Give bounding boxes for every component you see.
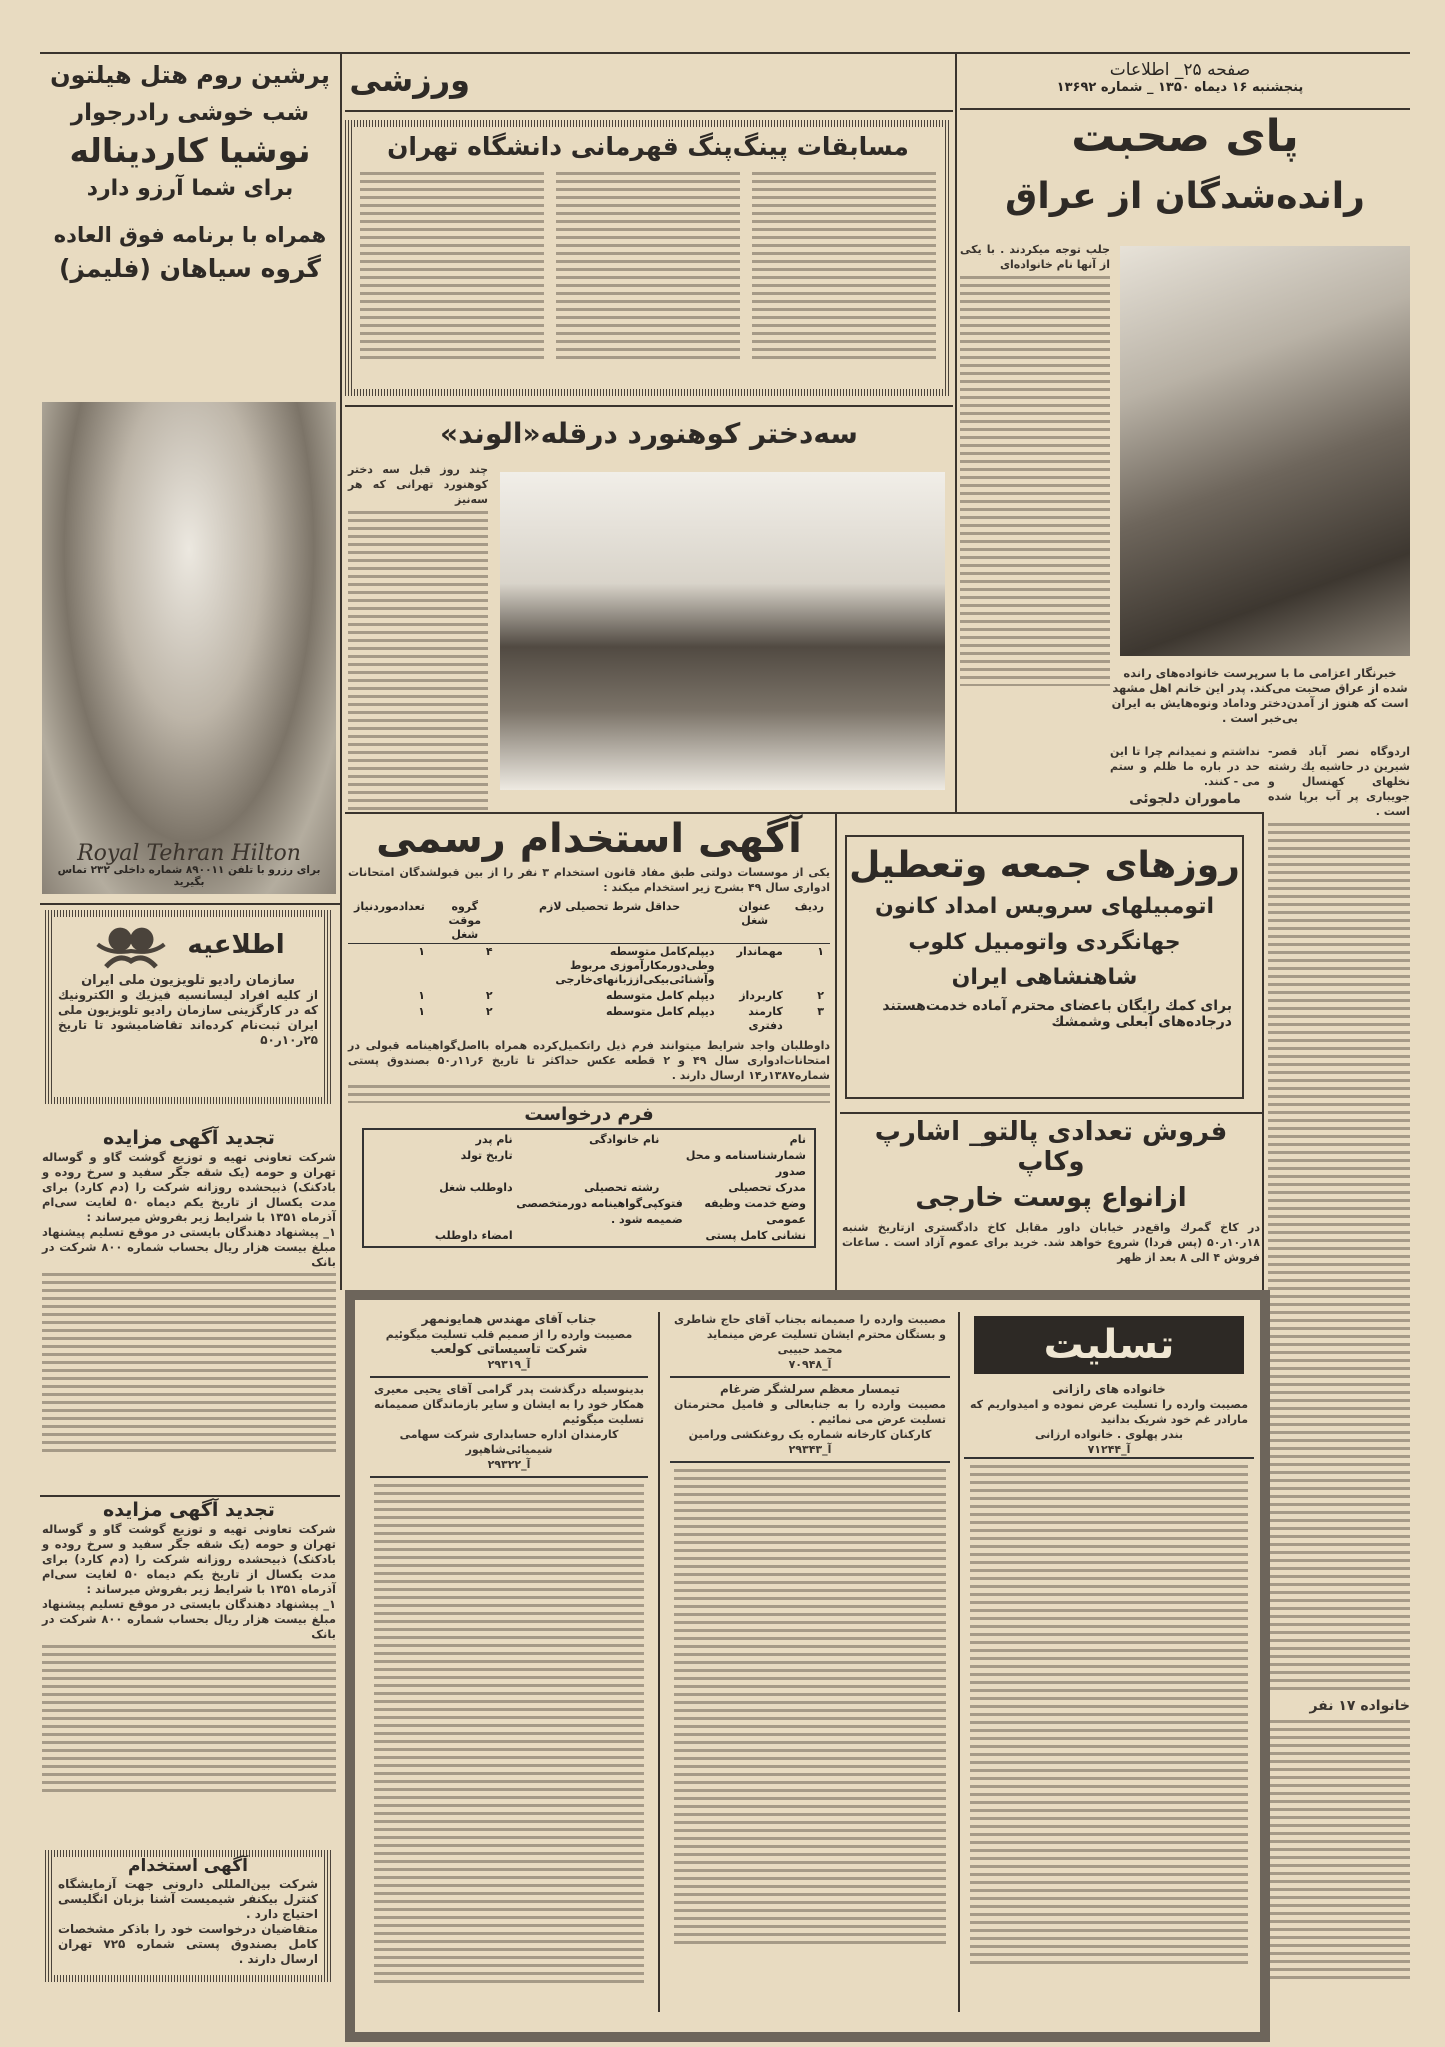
rule	[345, 405, 953, 407]
iraq-col-left	[1110, 744, 1260, 807]
cell: ۲	[485, 989, 493, 1002]
form-row	[372, 1148, 806, 1180]
iraq-lead	[960, 242, 1110, 686]
club-line-3: جهانگردی واتومبیل کلوب	[908, 929, 1181, 955]
fur-line-1: فروش تعدادی پالتو_ اشارپ وکاپ	[874, 1117, 1228, 1177]
entry-title: جناب آقای مهندس همایونمهر	[421, 1312, 597, 1326]
employment-ad	[348, 816, 830, 1248]
job-ad-text: شرکت بین‌المللی دارونی جهت آزمایشگاه کنترل بیکنفر شیمیست آشنا بزبان انگلیسی احتیاج دارد .	[58, 1876, 318, 1921]
iraq-headline-1: پای صحبت	[1071, 111, 1299, 162]
page-label: صفحه ۲۵_ اطلاعات	[1109, 60, 1251, 80]
condolence-entry	[670, 1378, 950, 1463]
notice-text: از کلیه افراد لیسانسیه فیزیك و الکترونیك که در کارگزینی سازمان رادیو تلویزیون ملی ایران ثبت‌نام کرده‌اند تقاضامیشود تا تاریخ ۲۵ر۱۰ر۵۰	[58, 988, 318, 1047]
club-ad	[845, 835, 1244, 1099]
text-block	[960, 276, 1110, 686]
column-divider	[340, 52, 342, 1290]
cell: ۱	[418, 989, 425, 1002]
condolence-box	[345, 1290, 1270, 2042]
cell: کاربرداز	[739, 989, 783, 1002]
rule	[40, 1495, 340, 1497]
entry-title: خانواده های رازانی	[1052, 1382, 1166, 1396]
form-field-label: تاریخ تولد	[460, 1148, 513, 1162]
form-field-label: وضع خدمت وظیفه عمومی	[704, 1196, 806, 1226]
form-field-label: شمارشناسنامه و محل صدور	[685, 1148, 806, 1178]
notice-header	[52, 921, 324, 971]
entry-code: آ_۷۱۲۴۴	[1087, 1443, 1131, 1456]
auction-item: ۱_ پیشنهاد دهندگان بایستی در موقع تسلیم پیشنهاد مبلغ بیست هزار ریال بحساب شماره ۸۰۰ شرکت در بانک	[42, 1224, 336, 1269]
condolence-banner-text: تسلیت	[1043, 1322, 1175, 1368]
condolence-banner	[974, 1316, 1244, 1374]
hilton-ad	[42, 62, 338, 897]
form-field-label: نام خانوادگی	[589, 1132, 660, 1146]
table-row	[348, 1004, 830, 1034]
condolence-col-2	[670, 1312, 950, 1955]
condolence-col-3	[964, 1308, 1254, 1971]
iraq-headline-2: رانده‌شدگان از عراق	[1005, 176, 1365, 217]
pingpong-title: مسابقات پینگ‌پنگ قهرمانی دانشگاه تهران	[387, 132, 909, 161]
entry-body: مصیبت وارده را به جنابعالی و فامیل محترمتان تسلیت عرض می نمائیم .	[674, 1398, 946, 1426]
cell: دیپلم کامل متوسطه	[605, 989, 715, 1002]
form-field-label: نشانی کامل پستی	[705, 1228, 806, 1242]
top-rule	[40, 52, 1410, 54]
condolence-entry	[670, 1312, 950, 1378]
cell: ۲	[817, 989, 824, 1002]
entry-title: تیمسار معظم سرلشگر ضرغام	[720, 1382, 900, 1396]
condolence-entry	[370, 1378, 648, 1478]
cell: ۳	[817, 1005, 824, 1018]
club-line-2: اتومبیلهای سرویس امداد کانون	[874, 894, 1215, 920]
auction-2	[42, 1500, 336, 1795]
date-line: پنجشنبه ۱۶ دیماه ۱۳۵۰ _ شماره ۱۳۶۹۲	[1056, 80, 1304, 95]
form-field-label	[519, 1148, 660, 1180]
notice-box	[45, 910, 331, 1104]
column-divider	[835, 812, 837, 1290]
notice-org: سازمان رادیو تلویزیون ملی ایران	[81, 973, 295, 988]
entry-body: مصیبت وارده را از صمیم قلب تسلیت میگوئیم	[385, 1328, 633, 1341]
entry-sign: محمد حبیبی	[777, 1343, 843, 1356]
col-header: عنوان شغل	[721, 899, 789, 944]
auction-title: تجدید آگهی مزایده	[103, 1499, 275, 1521]
iraq-photo	[1120, 246, 1410, 656]
form-row	[372, 1132, 806, 1148]
application-form	[362, 1128, 816, 1248]
entry-code: آ_۲۹۳۴۳	[788, 1443, 832, 1456]
form-field-label	[372, 1196, 489, 1228]
form-field-label: مدرک تحصیلی	[728, 1180, 806, 1194]
cell: ۴	[485, 945, 493, 958]
entry-code: آ_۲۹۳۲۲	[487, 1458, 531, 1471]
auction-text: شرکت تعاونی تهیه و توزیع گوشت گاو و گوساله تهران و حومه (یک شقه جگر سفید و سرخ روده و بادکنک) ذبیحشده روزانه شرکت را (دم کارد) برای مدت یکسال از تاریخ یکم دیماه ۵۰ لغایت سی‌ام آذرماه ۱۳۵۱ با شرایط زیر بفروش میرساند :	[42, 1521, 336, 1596]
employment-title: آگهی استخدام رسمی	[376, 816, 802, 862]
hilton-line-5: همراه با برنامه فوق العاده	[53, 223, 327, 248]
hilton-line-3: نوشیا کاردیناله	[69, 131, 311, 171]
form-row	[372, 1180, 806, 1196]
page-header	[960, 60, 1400, 95]
text-block	[374, 1484, 644, 1984]
hilton-line-4: برای شما آرزو دارد	[86, 175, 294, 201]
condolence-entry	[964, 1382, 1254, 1459]
form-field-label: نام	[789, 1132, 806, 1146]
entry-body: مصیبت وارده را تسلیت عرض نموده و امیدواریم که مارادر غم خود شریک بدانید	[970, 1398, 1248, 1426]
iraq-subhead-2: خانواده ۱۷ نفر	[1309, 1698, 1410, 1714]
text-block	[1268, 823, 1410, 1693]
notice-title: اطلاعیه	[187, 930, 285, 961]
hilton-line-2: شب خوشی رادرجوار	[70, 99, 310, 126]
form-field-label: داوطلب شغل	[439, 1180, 513, 1194]
pingpong-box	[345, 120, 951, 396]
iraq-col-right-text: اردوگاه نصر آباد قصر- شیرین در حاشیه یك رشته نخلهای کهنسال و جویباری پر آب برپا شده است .	[1268, 745, 1410, 818]
entry-sign: شرکت تاسیساتی کولعب	[430, 1342, 588, 1357]
pingpong-columns	[352, 162, 944, 372]
rule	[345, 812, 1262, 814]
hilton-phone: برای رزرو با تلفن ۸۹۰۰۱۱ شماره داخلی ۲۳۲ تماس بگیرید	[57, 864, 321, 888]
entry-body: بدینوسیله درگذشت پدر گرامی آقای یحیی معیری همکار خود را به ایشان و سایر بازماندگان صمیمانه تسلیت میگوئیم	[374, 1383, 644, 1426]
fur-text: در کاخ گمرك واقع‌در خیابان داور مقابل کاخ دادگستری ازتاریخ شنبه ۱۸ر۱۰ر۵۰ (پس فردا) شروع خواهد شد. خرید برای عموم آزاد است . ساعات فروش ۴ الی ۸ بعد از ظهر	[842, 1220, 1260, 1264]
employment-paragraph: داوطلبان واجد شرایط میتوانند فرم ذیل راتکمیل‌کرده همراه بااصل‌گواهینامه قبولی در امتحانات‌ادواری سال ۴۹ و ۲ قطعه عکس حداکثر تا تاریخ ۶ر۱۱ر۵۰ بصندوق پستی شماره۱۳۸۷ر۱۴ ارسال دارند .	[348, 1039, 830, 1082]
header-rule	[960, 108, 1410, 110]
auction-1	[42, 1128, 336, 1453]
entry-sign: کارکنان کارخانه شماره یک روغنکشی ورامین	[688, 1428, 932, 1441]
text-block	[556, 172, 740, 362]
column-divider	[955, 52, 957, 812]
cell: ۲	[485, 1005, 493, 1018]
cell: مهماندار	[736, 945, 783, 958]
col-header: ردیف	[789, 899, 830, 944]
hilton-line-6: گروه سیاهان (فلیمز)	[59, 254, 321, 284]
text-block	[752, 172, 936, 362]
auction-item: ۱_ پیشنهاد دهندگان بایستی در موقع تسلیم پیشنهاد مبلغ بیست هزار ریال بحساب شماره ۸۰۰ شرکت در بانک	[42, 1596, 336, 1641]
table-header	[348, 899, 830, 944]
cell: ۱	[418, 945, 425, 958]
cell: ۱	[817, 945, 824, 958]
entry-body: مصیبت وارده را صمیمانه بجناب آقای حاج شاطری و بستگان محترم ایشان تسلیت عرض مینماید	[674, 1313, 946, 1341]
column-divider	[958, 1312, 960, 2012]
text-block	[674, 1469, 946, 1949]
hilton-signature: Royal Tehran Hilton	[77, 841, 301, 866]
rule	[40, 903, 340, 905]
cell: دیپلم‌کامل متوسطه وطی‌دورمکارآموزی مربوط وآشنائی‌بیکی‌اززبانهای‌خارجی	[555, 945, 715, 986]
text-block	[348, 1085, 830, 1103]
club-line-1: روزهای جمعه وتعطیل	[849, 845, 1240, 886]
iraq-lead-text: جلب توجه میکردند . با یکی از آنها نام خانواده‌ای	[960, 243, 1110, 271]
table-row	[348, 988, 830, 1004]
text-block	[360, 172, 544, 362]
condolence-entry	[370, 1312, 648, 1378]
fur-line-2: ازانواع پوست خارجی	[915, 1182, 1187, 1213]
employment-intro: یکی از موسسات دولتی طبق مفاد قانون استخدام ۳ نفر را از بین قبولشدگان امتحانات ادواری سال ۴۹ بشرح زیر استخدام میکند :	[348, 866, 830, 894]
alvand-text-lead: چند روز قبل سه دختر کوهنورد تهرانی که هر سه‌نیز	[348, 463, 488, 506]
iraq-col-left-text: نداشتم و نمیدانم چرا تا این حد در باره ما ظلم و ستم می - کنند.	[1110, 745, 1260, 788]
cell: دیپلم کامل متوسطه	[605, 1005, 715, 1018]
club-line-4: شاهنشاهی ایران	[951, 964, 1138, 990]
section-rule	[345, 110, 953, 112]
form-field-label: امضاء داوطلب	[434, 1228, 513, 1242]
table-row	[348, 944, 830, 989]
form-field-label	[519, 1228, 660, 1244]
club-note: برای کمك رایگان باعضای محترم آماده خدمت‌هستند درجاده‌های آبعلی وشمشك	[882, 998, 1232, 1031]
text-block	[1268, 1720, 1410, 1980]
emblem-icon	[91, 921, 171, 971]
form-rows	[372, 1132, 806, 1244]
job-ad-text-2: متقاضیان درخواست خود را باذکر مشخصات کامل بصندوق پستی شماره ۷۲۵ تهران ارسال دارند .	[58, 1921, 318, 1966]
form-field-label: رشته تحصیلی	[584, 1180, 660, 1194]
auction-text: شرکت تعاونی تهیه و توزیع گوشت گاو و گوساله تهران و حومه (یک شقه جگر سفید و سرخ روده و بادکنک) ذبیحشده روزانه شرکت را (دم کارد) برای مدت یکسال از تاریخ یکم دیماه ۵۰ لغایت سی‌ام آذرماه ۱۳۵۱ با شرایط زیر بفروش میرساند :	[42, 1149, 336, 1224]
iraq-caption: خبرنگار اعزامی ما با سرپرست خانواده‌های رانده شده از عراق صحبت می‌کند. پدر این خانم اهل مشهد است که هنوز از آمدن‌دختر وداماد ونوه‌هایش به ایران بی‌خبر است .	[1111, 666, 1409, 725]
text-block	[42, 1273, 336, 1453]
alvand-title: سه‌دختر کوهنورد درقله«الوند»	[440, 417, 858, 450]
col-header: گروه موقت شغل	[431, 899, 499, 944]
iraq-subhead: ماموران دلجوئی	[1129, 791, 1241, 807]
form-field-label: نام پدر	[475, 1132, 513, 1146]
auction-title: تجدید آگهی مزایده	[103, 1127, 275, 1149]
text-block	[42, 1645, 336, 1795]
hilton-photo	[42, 402, 336, 894]
form-field-label: فتوکپی‌گواهینامه دورمتخصصی ضمیمه شود .	[516, 1196, 683, 1226]
fur-ad	[842, 1118, 1260, 1265]
alvand-text	[348, 462, 488, 811]
text-block	[970, 1465, 1248, 1965]
col-header: تعدادموردنیاز	[348, 899, 431, 944]
cell: کارمند دفتری	[748, 1005, 783, 1032]
condolence-col-1	[370, 1312, 648, 1990]
col-header: حداقل شرط تحصیلی لازم	[499, 899, 721, 944]
column-divider	[658, 1312, 660, 2012]
entry-code: آ_۲۹۳۱۹	[487, 1358, 531, 1371]
employment-table	[348, 899, 830, 1034]
hilton-line-1: پرشین روم هتل هیلتون	[50, 61, 330, 89]
job-ad	[45, 1850, 331, 1982]
form-row	[372, 1196, 806, 1228]
entry-code: آ_۷۰۹۴۸	[788, 1358, 832, 1371]
rule	[840, 1112, 1262, 1114]
entry-sign: بندر پهلوی . خانواده ارزانی	[1034, 1428, 1184, 1441]
text-block	[348, 511, 488, 811]
job-ad-title: آگهی استخدام	[128, 1856, 248, 1876]
cell: ۱	[418, 1005, 425, 1018]
form-row	[372, 1228, 806, 1244]
section-sports: ورزشی	[349, 61, 470, 99]
iraq-col-right	[1268, 744, 1410, 1980]
entry-sign: کارمندان اداره حسابداری شرکت سهامی شیمیائی‌شاهپور	[399, 1428, 619, 1456]
alvand-photo	[500, 472, 945, 790]
form-title: فرم درخواست	[524, 1104, 654, 1125]
